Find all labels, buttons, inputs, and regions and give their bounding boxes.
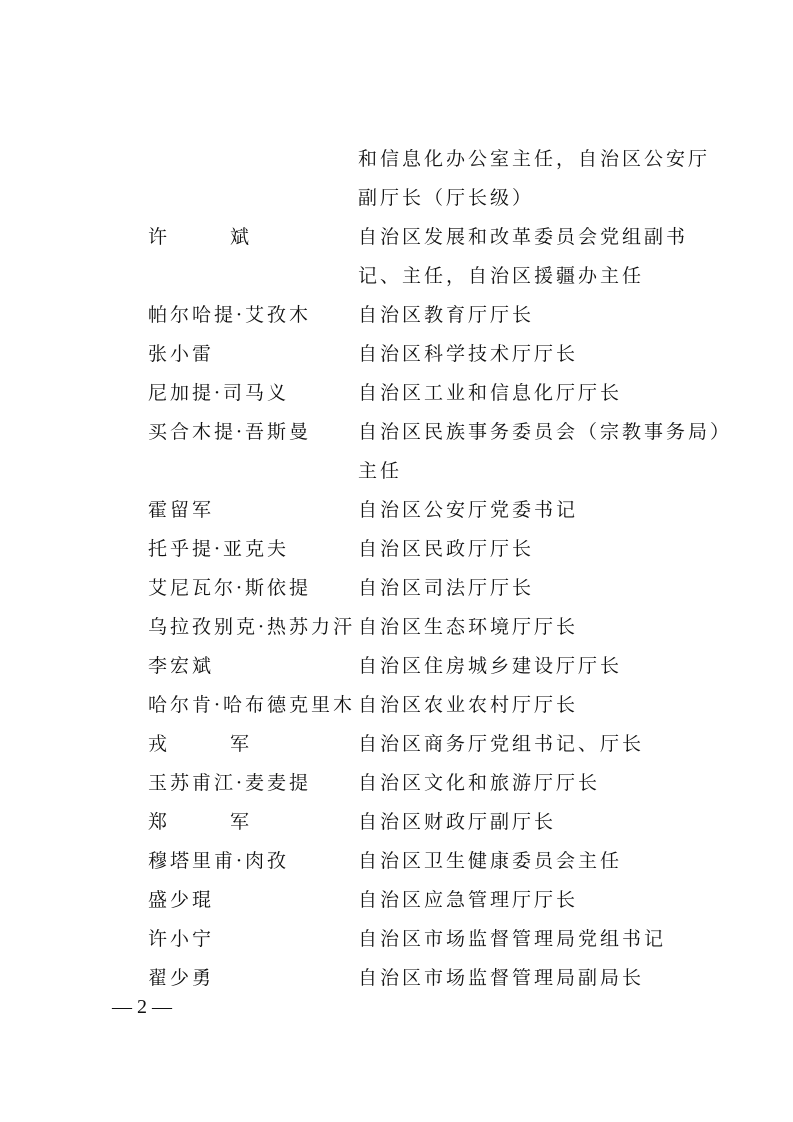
list-item — [0, 530, 793, 569]
position-title: 自治区教育厅厅长 — [358, 304, 535, 326]
position-title: 副厅长（厅长级） — [358, 187, 535, 209]
position-title: 主任 — [358, 460, 403, 482]
list-item — [0, 491, 793, 530]
position-title: 自治区科学技术厅厅长 — [358, 343, 579, 365]
list-item — [0, 764, 793, 803]
position-title: 自治区商务厅党组书记、厅长 — [358, 733, 645, 755]
position-title: 自治区住房城乡建设厅厅长 — [358, 655, 623, 677]
person-name: 买合木提·吾斯曼 — [148, 421, 312, 443]
person-name: 乌拉孜别克·热苏力汗 — [148, 616, 356, 638]
list-item — [0, 959, 793, 998]
position-title: 自治区工业和信息化厅厅长 — [358, 382, 623, 404]
person-name: 盛少琨 — [148, 889, 215, 911]
position-title: 自治区公安厅党委书记 — [358, 499, 579, 521]
list-item — [0, 413, 793, 452]
list-item — [0, 686, 793, 725]
position-title: 自治区文化和旅游厅厅长 — [358, 772, 601, 794]
person-name: 霍留军 — [148, 499, 215, 521]
person-name: 穆塔里甫·肉孜 — [148, 850, 290, 872]
position-title: 自治区市场监督管理局党组书记 — [358, 928, 667, 950]
list-item — [0, 647, 793, 686]
list-item — [0, 920, 793, 959]
list-item — [0, 140, 793, 179]
list-item — [0, 725, 793, 764]
position-title: 自治区农业农村厅厅长 — [358, 694, 579, 716]
position-title: 自治区财政厅副厅长 — [358, 811, 557, 833]
position-title: 记、主任，自治区援疆办主任 — [358, 265, 645, 287]
position-title: 自治区民政厅厅长 — [358, 538, 535, 560]
list-item — [0, 374, 793, 413]
person-name: 许小宁 — [148, 928, 215, 950]
person-name: 李宏斌 — [148, 655, 215, 677]
person-name: 戎 军 — [148, 733, 272, 755]
person-name: 张小雷 — [148, 343, 215, 365]
list-item — [0, 335, 793, 374]
list-item — [0, 218, 793, 257]
list-item — [0, 452, 793, 491]
position-title: 自治区卫生健康委员会主任 — [358, 850, 623, 872]
position-title: 和信息化办公室主任，自治区公安厅 — [358, 148, 711, 170]
person-name: 翟少勇 — [148, 967, 215, 989]
position-title: 自治区司法厅厅长 — [358, 577, 535, 599]
position-title: 自治区生态环境厅厅长 — [358, 616, 579, 638]
page-number: — 2 — — [112, 996, 172, 1018]
position-title: 自治区发展和改革委员会党组副书 — [358, 226, 689, 248]
list-item — [0, 803, 793, 842]
person-name: 托乎提·亚克夫 — [148, 538, 290, 560]
person-name: 帕尔哈提·艾孜木 — [148, 304, 312, 326]
position-title: 自治区市场监督管理局副局长 — [358, 967, 645, 989]
list-item — [0, 881, 793, 920]
person-name: 郑 军 — [148, 811, 272, 833]
person-name: 艾尼瓦尔·斯依提 — [148, 577, 312, 599]
list-item — [0, 842, 793, 881]
person-name: 哈尔肯·哈布德克里木 — [148, 694, 356, 716]
position-title: 自治区应急管理厅厅长 — [358, 889, 579, 911]
person-name: 许 斌 — [148, 226, 272, 248]
person-name: 尼加提·司马义 — [148, 382, 290, 404]
person-name: 玉苏甫江·麦麦提 — [148, 772, 312, 794]
list-item — [0, 257, 793, 296]
list-item — [0, 569, 793, 608]
list-item — [0, 179, 793, 218]
position-title: 自治区民族事务委员会（宗教事务局） — [358, 421, 733, 443]
list-item — [0, 608, 793, 647]
appointment-list — [0, 140, 793, 998]
list-item — [0, 296, 793, 335]
